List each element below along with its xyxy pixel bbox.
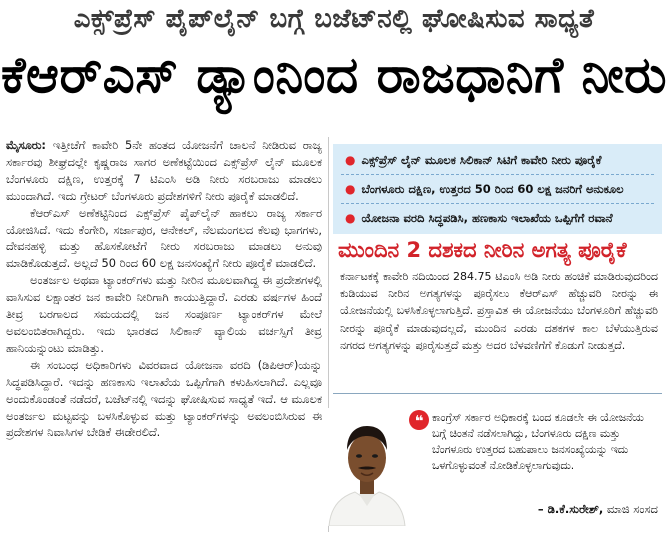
highlights-box [333,144,662,234]
quote-divider [333,393,662,394]
article-kicker: ಎಕ್ಸ್‌ಪ್ರೆಸ್ ಪೈಪ್‌ಲೈನ್ ಬಗ್ಗೆ ಬಜೆಟ್‌ನಲ್ಲಿ ಘೋಷಿಸುವ ಸಾಧ್ಯತೆ [73,4,595,34]
quote-attribution [538,502,658,517]
quote-text: ಕಾಂಗ್ರೆಸ್ ಸರ್ಕಾರ ಅಧಿಕಾರಕ್ಕೆ ಬಂದ ಕೂಡಲೇ ಈ ಯೋಜನೆಯ ಬಗ್ಗೆ ಚಿಂತನೆ ನಡೆಸಲಾಗಿದ್ದು, ಬೆಂಗಳೂರು ದಕ್ಷಿಣ ಮತ್ತು ಬೆಂಗಳೂರು ಉತ್ತರದ ಬಹುಪಾಲು ಜನಸಂಖ್ಯೆಯನ್ನು ಇದು ಒಳಗೊಳ್ಳುವಂತೆ ನೋಡಿಕೊಳ್ಳಲಾಗುವುದು. [432,411,644,472]
sidebar-subhead: ಮುಂದಿನ 2 ದಶಕದ ನೀರಿನ ಅಗತ್ಯ ಪೂರೈಕೆ [338,238,627,262]
highlight-item [345,211,613,226]
quote-author-title: ಮಾಜಿ ಸಂಸದ [603,502,658,516]
article-body [6,137,322,441]
highlight-separator [341,203,654,204]
body-paragraph-4: ಈ ಸಂಬಂಧ ಅಧಿಕಾರಿಗಳು ವಿವರವಾದ ಯೋಜನಾ ವರದಿ (ಡಿಪಿಆರ್)ಯನ್ನು ಸಿದ್ಧಪಡಿಸಿದ್ದಾರೆ. ಇದನ್ನು ಹಣಕಾಸು ಇಲಾಖೆಯ ಒಪ್ಪಿಗೆಗಾಗಿ ಕಳುಹಿಸಲಾಗಿದೆ. ಎಲ್ಲವೂ ಅಂದುಕೊಂಡಂತೆ ನಡೆದರೆ, ಬಜೆಟ್‌ನಲ್ಲಿ ಇದನ್ನು ಘೋಷಿಸುವ ಸಾಧ್ಯತೆ ಇದೆ. ಆ ಮೂಲಕ ಅಂತರ್ಜಲ ಮಟ್ಟವನ್ನು ಬಳಸಿಕೊಳ್ಳುವ ಮತ್ತು ಟ್ಯಾಂಕರ್‌ಗಳನ್ನು ಅವಲಂಬಿಸಿರುವ ಈ ಪ್ರದೇಶಗಳ ನಿವಾಸಿಗಳ ಬೇಡಿಕೆ ಈಡೇರಲಿದೆ. [6,357,322,440]
sidebar-paragraph: ಕರ್ನಾಟಕಕ್ಕೆ ಕಾವೇರಿ ನದಿಯಿಂದ 284.75 ಟಿಎಂಸಿ ಅಡಿ ನೀರು ಹಂಚಿಕೆ ಮಾಡಿರುವುದರಿಂದ ಕುಡಿಯುವ ನೀರಿನ ಅಗತ್ಯಗಳನ್ನು ಪೂರೈಸಲು ಕೆಆರ್‌ಎಸ್ ಹೆಚ್ಚುವರಿ ನೀರನ್ನು ಈ ಯೋಜನೆಯಲ್ಲಿ ಬಳಸಿಕೊಳ್ಳಲಾಗುತ್ತಿದೆ. ಪ್ರಸ್ತಾವಿತ ಈ ಯೋಜನೆಯು ಬೆಂಗಳೂರಿಗೆ ಹೆಚ್ಚುವರಿ ನೀರನ್ನು ಪೂರೈಕೆ ಮಾಡುವುದಲ್ಲದೆ, ಮುಂದಿನ ಎರಡು ದಶಕಗಳ ಕಾಲ ಬೆಳೆಯುತ್ತಿರುವ ನಗರದ ಅಗತ್ಯಗಳನ್ನು ಪೂರೈಸುತ್ತದೆ ಮತ್ತು ಅದರ ಬೆಳವಣಿಗೆಗೆ ಕೊಡುಗೆ ನೀಡುತ್ತದೆ. [340,270,658,352]
body-paragraph-3: ಅಂತರ್ಜಲ ಅಥವಾ ಟ್ಯಾಂಕರ್‌ಗಳು ಮತ್ತು ನೀರಿನ ಮೂಲವಾಗಿದ್ದ ಈ ಪ್ರದೇಶಗಳಲ್ಲಿ ವಾಸಿಸುವ ಲಕ್ಷಾಂತರ ಜನ ಕಾವೇರಿ ನೀರಿಗಾಗಿ ಕಾಯುತ್ತಿದ್ದಾರೆ. ಎರಡು ವರ್ಷಗಳ ಹಿಂದೆ ತೀವ್ರ ಬರಗಾಲದ ಸಮಯದಲ್ಲಿ ಜನ ಸಂಪೂರ್ಣ ಟ್ಯಾಂಕರ್‌ಗಳ ಮೇಲೆ ಅವಲಂಬಿತರಾಗಿದ್ದರು. ಇದು ಭಾರತದ ಸಿಲಿಕಾನ್ ವ್ಯಾಲಿಯ ವರ್ಚಸ್ಸಿಗೆ ತೀವ್ರ ಹಾನಿಯನ್ನುಂಟು ಮಾಡಿತ್ತು. [6,273,322,355]
highlight-separator [341,174,654,175]
dateline: ಮೈಸೂರು: [6,138,46,152]
speaker-portrait [325,408,409,526]
highlight-item [345,182,624,197]
bullet-icon: ● [345,182,356,196]
article-headline: ಕೆಆರ್‌ಎಸ್ ಡ್ಯಾಂನಿಂದ ರಾಜಧಾನಿಗೆ ನೀರು [0,46,668,104]
bullet-icon: ● [345,153,356,167]
body-paragraph-1 [6,137,322,205]
body-paragraph-2: ಕೆಆರ್‌ಎಸ್ ಅಣೆಕಟ್ಟಿನಿಂದ ಎಕ್ಸ್‌ಪ್ರೆಸ್ ಪೈಪ್‌ಲೈನ್ ಹಾಕಲು ರಾಜ್ಯ ಸರ್ಕಾರ ಯೋಜಿಸಿದೆ. ಇದು ಕೆಂಗೇರಿ, ಸರ್ಜಾಪುರ, ಆನೇಕಲ್, ನೆಲಮಂಗಲದ ಕೆಲವು ಭಾಗಗಳು, ದೇವನಹಳ್ಳಿ ಮತ್ತು ಹೊಸಕೋಟೆಗೆ ನೀರು ಸರಬರಾಜು ಮಾಡಲು ಅನುವು ಮಾಡಿಕೊಡುತ್ತದೆ. ಅಲ್ಲದೆ 50 ರಿಂದ 60 ಲಕ್ಷ ಜನಸಂಖ್ಯೆಗೆ ನೀರು ಪೂರೈಕೆ ಮಾಡಲಿದೆ. [6,205,322,271]
sidebar-body [340,268,658,354]
highlight-text: ಯೋಜನಾ ವರದಿ ಸಿದ್ಧಪಡಿಸಿ, ಹಣಕಾಸು ಇಲಾಖೆಯ ಒಪ್ಪಿಗೆಗೆ ರವಾನೆ [361,211,613,225]
paragraph-text: ಇತ್ತೀಚೆಗೆ ಕಾವೇರಿ 5ನೇ ಹಂತದ ಯೋಜನೆಗೆ ಚಾಲನೆ ನೀಡಿರುವ ರಾಜ್ಯ ಸರ್ಕಾರವು ಶೀಘ್ರದಲ್ಲೇ ಕೃಷ್ಣರಾಜ ಸಾಗರ ಅಣೆಕಟ್ಟೆಯಿಂದ ಎಕ್ಸ್‌ಪ್ರೆಸ್ ಲೈನ್ ಮೂಲಕ ಬೆಂಗಳೂರು ದಕ್ಷಿಣ, ಉತ್ತರಕ್ಕೆ 7 ಟಿಎಂಸಿ ಅಡಿ ನೀರು ಸರಬರಾಜು ಮಾಡಲು ಮುಂದಾಗಿದೆ. ಇದು ಗ್ರೇಟರ್ ಬೆಂಗಳೂರು ಪ್ರದೇಶಗಳಿಗೆ ನೀರು ಪೂರೈಕೆ ಮಾಡಲಿದೆ. [6,138,322,203]
highlight-text: ಬೆಂಗಳೂರು ದಕ್ಷಿಣ, ಉತ್ತರದ 50 ರಿಂದ 60 ಲಕ್ಷ ಜನರಿಗೆ ಅನುಕೂಲ [361,182,624,196]
quote-icon: ❝ [409,410,429,430]
highlight-text: ಎಕ್ಸ್‌ಪ್ರೆಸ್ ಲೈನ್ ಮೂಲಕ ಸಿಲಿಕಾನ್ ಸಿಟಿಗೆ ಕಾವೇರಿ ನೀರು ಪೂರೈಕೆ [361,153,602,167]
bullet-icon: ● [345,211,356,225]
highlight-item [345,153,601,168]
quote-author-name: – ಡಿ.ಕೆ.ಸುರೇಶ್, [537,502,604,516]
